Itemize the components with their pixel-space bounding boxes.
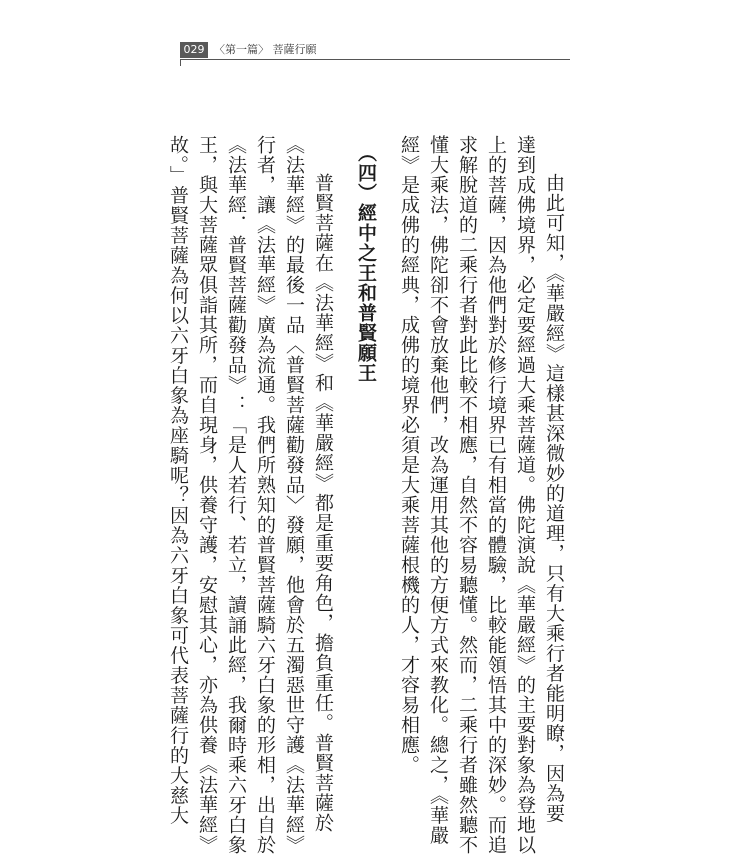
section-heading: （四）經中之王和普賢願王 (355, 143, 377, 383)
paragraph-line: 《法華經》的最後一品〈普賢菩薩勸發品〉發願，他會於五濁惡世守護《法華經》 (283, 135, 305, 855)
paragraph-line: 普賢菩薩在《法華經》和《華嚴經》都是重要角色，擔負重任。普賢菩薩於 (312, 173, 334, 833)
paragraph-line: 王，與大菩薩眾俱詣其所，而自現身，供養守護，安慰其心，亦為供養《法華經》 (196, 135, 218, 855)
paragraph-line: 求解脫道的二乘行者對此比較不相應，自然不容易聽懂。然而，二乘行者雖然聽不 (456, 135, 478, 855)
running-header (180, 42, 570, 66)
paragraph-line: 故。」普賢菩薩為何以六牙白象為座騎呢？因為六牙白象可代表菩薩行的大慈大 (167, 135, 189, 826)
body-text (163, 135, 568, 855)
header-rule-tick (180, 59, 181, 66)
paragraph-line: 《法華經．普賢菩薩勸發品》：「是人若行、若立，讀誦此經，我爾時乘六牙白象 (225, 135, 247, 855)
header-rule (180, 59, 570, 60)
paragraph-line: 行者，讓《法華經》廣為流通。我們所熟知的普賢菩薩騎六牙白象的形相，出自於 (254, 135, 276, 855)
paragraph-line: 懂大乘法，佛陀卻不會放棄他們，改為運用其他的方便方式來教化。總之，《華嚴 (427, 135, 449, 846)
paragraph-line: 經》是成佛的經典，成佛的境界必須是大乘菩薩根機的人，才容易相應。 (398, 135, 420, 775)
page-number: 029 (180, 42, 208, 58)
paragraph-line: 上的菩薩，因為他們對於修行境界已有相當的體驗，比較能領悟其中的深妙。而追 (485, 135, 507, 855)
paragraph-line: 達到成佛境界，必定要經過大乘菩薩道。佛陀演說《華嚴經》的主要對象為登地以 (514, 135, 536, 855)
chapter-title: 〈第一篇〉 菩薩行願 (214, 43, 317, 56)
paragraph-line: 由此可知，《華嚴經》這樣甚深微妙的道理，只有大乘行者能明瞭，因為要 (543, 173, 565, 824)
